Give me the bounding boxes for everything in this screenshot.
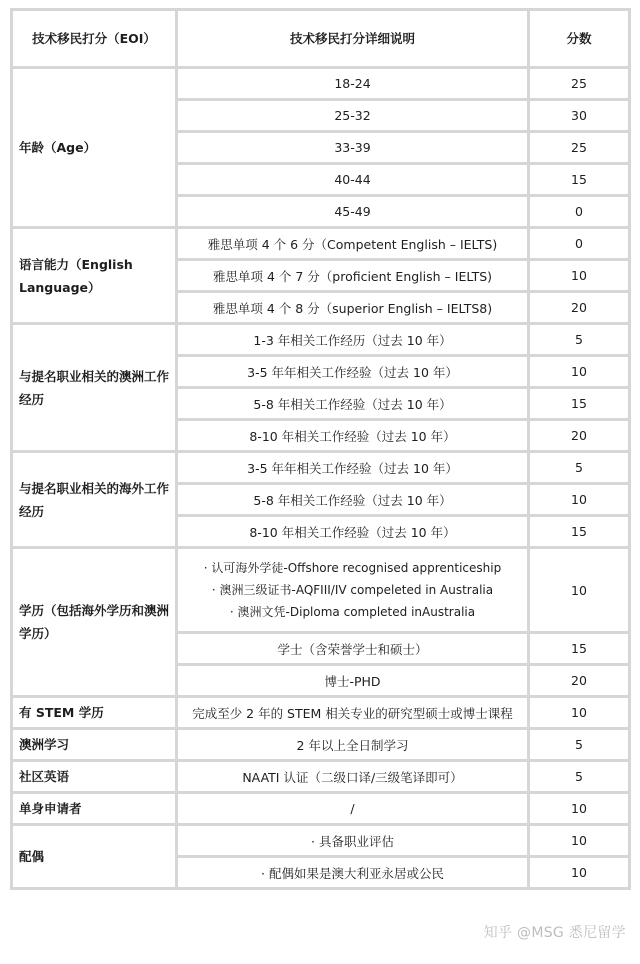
score-cell: 20 [529, 292, 630, 324]
score-cell: 5 [529, 729, 630, 761]
detail-cell: 完成至少 2 年的 STEM 相关专业的研究型硕士或博士课程 [177, 697, 529, 729]
score-cell: 10 [529, 793, 630, 825]
score-cell: 10 [529, 484, 630, 516]
detail-cell: 5-8 年相关工作经验（过去 10 年） [177, 388, 529, 420]
detail-cell: 25-32 [177, 100, 529, 132]
header-detail: 技术移民打分详细说明 [177, 10, 529, 68]
detail-cell: 学士（含荣誉学士和硕士） [177, 633, 529, 665]
score-cell: 5 [529, 452, 630, 484]
table-row [12, 825, 630, 857]
score-cell: 15 [529, 516, 630, 548]
detail-cell: 8-10 年相关工作经验（过去 10 年） [177, 420, 529, 452]
detail-cell-multiline [177, 548, 529, 633]
header-category: 技术移民打分（EOI） [12, 10, 177, 68]
detail-cell: 5-8 年相关工作经验（过去 10 年） [177, 484, 529, 516]
detail-cell: · 配偶如果是澳大利亚永居或公民 [177, 857, 529, 889]
table-row [12, 452, 630, 484]
detail-cell: 33-39 [177, 132, 529, 164]
score-cell: 10 [529, 825, 630, 857]
category-partner: 配偶 [12, 825, 177, 889]
table-row [12, 68, 630, 100]
score-cell: 5 [529, 761, 630, 793]
score-cell: 15 [529, 164, 630, 196]
detail-cell: 3-5 年年相关工作经验（过去 10 年） [177, 452, 529, 484]
table-row [12, 228, 630, 260]
score-cell: 10 [529, 260, 630, 292]
table-row [12, 761, 630, 793]
detail-line: · 认可海外学徒-Offshore recognised apprenticeship [203, 561, 502, 575]
watermark: 知乎 @MSG 悉尼留学 [483, 925, 626, 941]
detail-cell: / [177, 793, 529, 825]
detail-line: · 澳洲三级证书-AQFIII/IV compeleted in Australia [211, 583, 494, 597]
category-age: 年龄（Age） [12, 68, 177, 228]
score-cell: 15 [529, 633, 630, 665]
score-cell: 5 [529, 324, 630, 356]
detail-line: · 澳洲文凭-Diploma completed inAustralia [229, 605, 476, 619]
detail-cell: · 具备职业评估 [177, 825, 529, 857]
detail-cell: 45-49 [177, 196, 529, 228]
score-cell: 20 [529, 665, 630, 697]
header-score: 分数 [529, 10, 630, 68]
score-cell: 10 [529, 356, 630, 388]
score-cell: 20 [529, 420, 630, 452]
category-single-applicant: 单身申请者 [12, 793, 177, 825]
detail-cell: 雅思单项 4 个 7 分（proficient English – IELTS) [177, 260, 529, 292]
table-row [12, 548, 630, 633]
detail-cell: 雅思单项 4 个 6 分（Competent English – IELTS) [177, 228, 529, 260]
table-header-row [12, 10, 630, 68]
table-row [12, 697, 630, 729]
score-cell: 10 [529, 548, 630, 633]
category-au-study: 澳洲学习 [12, 729, 177, 761]
detail-cell: 8-10 年相关工作经验（过去 10 年） [177, 516, 529, 548]
category-stem: 有 STEM 学历 [12, 697, 177, 729]
detail-cell: 18-24 [177, 68, 529, 100]
detail-cell: NAATI 认证（二级口译/三级笔译即可） [177, 761, 529, 793]
category-overseas-work: 与提名职业相关的海外工作经历 [12, 452, 177, 548]
score-cell: 10 [529, 857, 630, 889]
score-cell: 30 [529, 100, 630, 132]
score-cell: 0 [529, 228, 630, 260]
detail-cell: 2 年以上全日制学习 [177, 729, 529, 761]
detail-cell: 3-5 年年相关工作经验（过去 10 年） [177, 356, 529, 388]
category-language: 语言能力（English Language） [12, 228, 177, 324]
category-education: 学历（包括海外学历和澳洲学历） [12, 548, 177, 697]
detail-cell: 雅思单项 4 个 8 分（superior English – IELTS8) [177, 292, 529, 324]
table-row [12, 324, 630, 356]
score-cell: 25 [529, 68, 630, 100]
table-row [12, 793, 630, 825]
eoi-points-table [10, 8, 631, 890]
category-community-language: 社区英语 [12, 761, 177, 793]
score-cell: 15 [529, 388, 630, 420]
category-au-work: 与提名职业相关的澳洲工作经历 [12, 324, 177, 452]
detail-cell: 博士-PHD [177, 665, 529, 697]
score-cell: 0 [529, 196, 630, 228]
detail-cell: 40-44 [177, 164, 529, 196]
detail-cell: 1-3 年相关工作经历（过去 10 年） [177, 324, 529, 356]
score-cell: 25 [529, 132, 630, 164]
table-row [12, 729, 630, 761]
score-cell: 10 [529, 697, 630, 729]
